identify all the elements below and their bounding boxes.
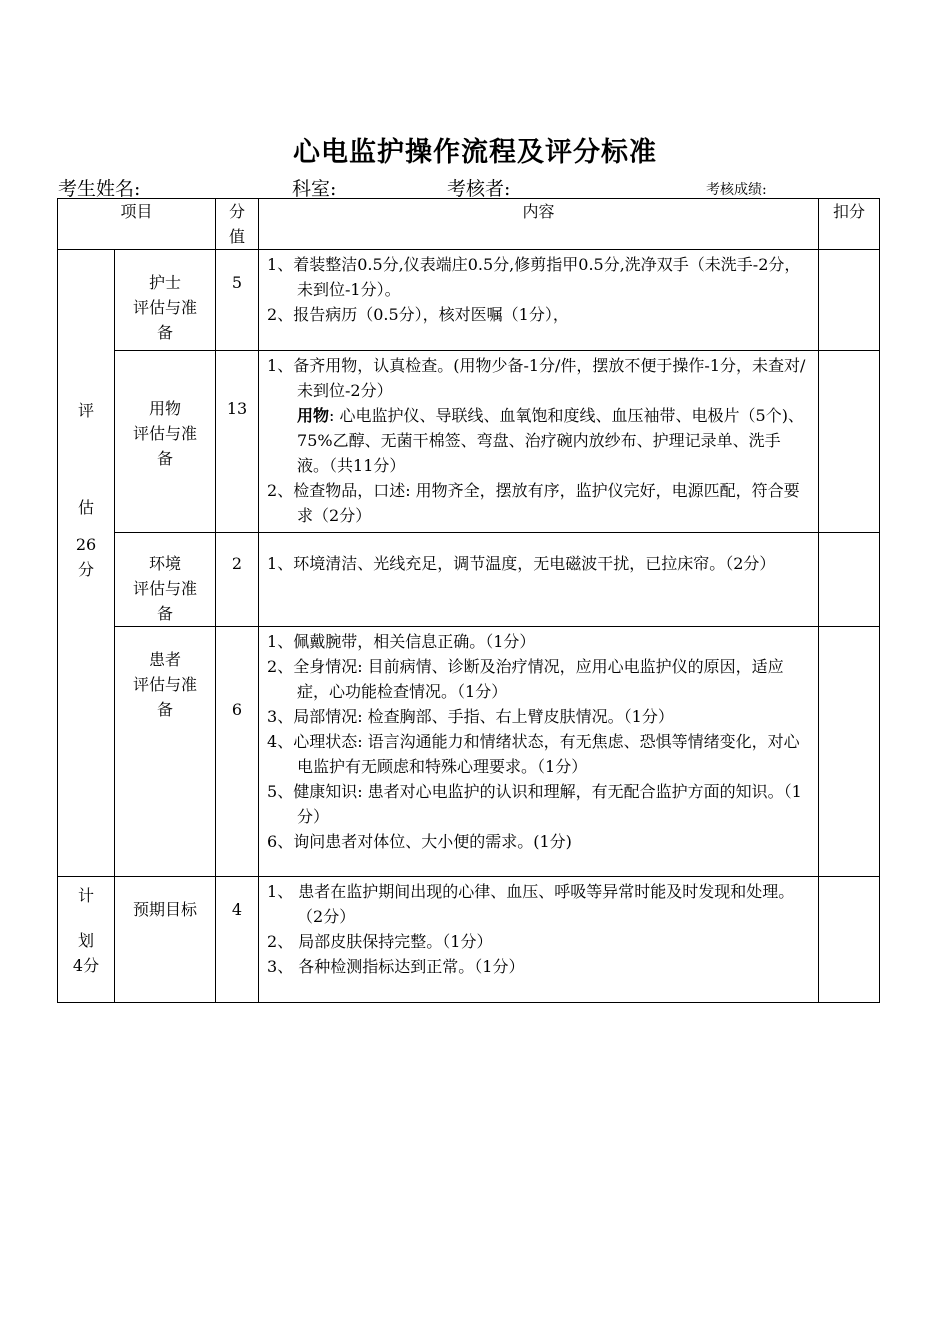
row-content (259, 250, 819, 351)
row-name-goals: 预期目标 (115, 877, 216, 1003)
section-plan-char-2: 划 (77, 931, 94, 950)
header-content: 内容 (259, 199, 819, 250)
deduct-cell (819, 351, 880, 533)
row-content (259, 533, 819, 627)
section-assess-points-unit: 分 (77, 560, 94, 579)
row-name-patient (115, 627, 216, 877)
deduct-cell (819, 627, 880, 877)
header-item: 项目 (58, 199, 216, 250)
content-line: 2、检查物品，口述: 用物齐全，摆放有序，监护仪完好，电源匹配，符合要求（2分） (267, 481, 800, 525)
row-name-line: 评估与准 (133, 424, 198, 443)
section-assess-char-1: 评 (77, 401, 94, 420)
row-score: 2 (216, 533, 259, 627)
row-name-line: 评估与准 (133, 298, 198, 317)
content-line: 2、报告病历（0.5分），核对医嘱（1分）， (267, 305, 569, 324)
table-row (58, 250, 880, 351)
table-row (58, 627, 880, 877)
row-content (259, 877, 819, 1003)
deduct-cell (819, 533, 880, 627)
content-line (267, 403, 812, 478)
row-score: 5 (216, 250, 259, 351)
section-assess-points: 26 (75, 535, 97, 554)
row-name-line: 评估与准 (133, 675, 198, 694)
content-line: 6、询问患者对体位、大小便的需求。(1分) (267, 832, 572, 851)
row-score: 13 (216, 351, 259, 533)
row-name-supplies (115, 351, 216, 533)
row-name-line: 护士 (149, 273, 182, 292)
table-row (58, 533, 880, 627)
row-content (259, 627, 819, 877)
content-line: 1、着装整洁0.5分,仪表端庄0.5分,修剪指甲0.5分,洗净双手（未洗手-2分，未到位-1分）。 (267, 255, 801, 299)
table-row (58, 351, 880, 533)
row-name-line: 环境 (149, 554, 182, 573)
content-line: 5、健康知识: 患者对心电监护的认识和理解，有无配合监护方面的知识。（1分） (267, 782, 802, 826)
header-score-bottom: 值 (229, 227, 246, 246)
section-plan-points: 4分 (72, 956, 100, 975)
row-name-line: 备 (157, 323, 174, 342)
section-plan-label (58, 877, 115, 1003)
row-name-line: 用物 (149, 399, 182, 418)
content-line: 1、备齐用物，认真检查。(用物少备-1分/件，摆放不便于操作-1分，未查对/未到位-2分） (267, 356, 806, 400)
section-assess-char-2: 估 (77, 498, 94, 517)
page-title: 心电监护操作流程及评分标准 (293, 137, 657, 168)
content-line: 1、 患者在监护期间出现的心律、血压、呼吸等异常时能及时发现和处理。（2分） (267, 882, 795, 926)
row-name-line: 评估与准 (133, 579, 198, 598)
header-deduct: 扣分 (819, 199, 880, 250)
department-label: 科室: (292, 178, 337, 200)
student-name-label: 考生姓名: (58, 178, 141, 200)
header-score (216, 199, 259, 250)
row-name-line: 备 (157, 604, 174, 623)
row-name-line: 患者 (149, 650, 182, 669)
scoring-table (57, 198, 880, 1003)
content-line: 2、全身情况: 目前病情、诊断及治疗情况，应用心电监护仪的原因，适应症，心功能检查情况。（1分） (267, 657, 784, 701)
content-line: 1、佩戴腕带，相关信息正确。（1分） (267, 632, 536, 651)
row-score: 4 (216, 877, 259, 1003)
row-name-nurse (115, 250, 216, 351)
deduct-cell (819, 250, 880, 351)
content-line: 3、局部情况: 检查胸部、手指、右上臂皮肤情况。（1分） (267, 707, 674, 726)
row-content (259, 351, 819, 533)
section-plan-char-1: 计 (77, 886, 94, 905)
supplies-label: 用物 (297, 406, 330, 425)
header-score-top: 分 (229, 202, 246, 221)
content-line: 2、 局部皮肤保持完整。（1分） (267, 932, 493, 951)
supplies-text: : 心电监护仪、导联线、血氧饱和度线、血压袖带、电极片（5个)、75%乙醇、无菌干棉签、弯盘、治疗碗内放纱布、护理记录单、洗手液。（共11分） (297, 406, 804, 475)
row-name-line: 备 (157, 700, 174, 719)
row-name-line: 备 (157, 449, 174, 468)
section-assess-label (58, 250, 115, 877)
header-row (58, 199, 880, 250)
row-name-environment (115, 533, 216, 627)
examiner-label: 考核者: (447, 178, 511, 200)
content-line: 4、心理状态: 语言沟通能力和情绪状态，有无焦虑、恐惧等情绪变化，对心电监护有无顾虑和特殊心理要求。（1分） (267, 732, 800, 776)
row-score: 6 (216, 627, 259, 877)
exam-score-label: 考核成绩: (706, 182, 767, 198)
content-line: 1、环境清洁、光线充足，调节温度，无电磁波干扰，已拉床帘。（2分） (267, 554, 776, 573)
content-line: 3、 各种检测指标达到正常。（1分） (267, 957, 525, 976)
table-row (58, 877, 880, 1003)
deduct-cell (819, 877, 880, 1003)
